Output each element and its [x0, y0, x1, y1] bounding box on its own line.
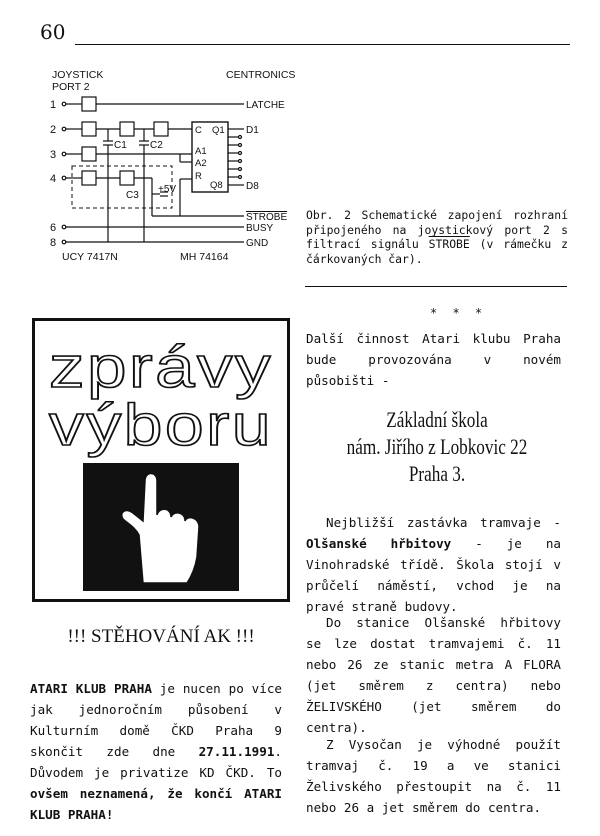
label-c1: C1	[114, 140, 127, 151]
pin-4: 4	[50, 173, 57, 185]
logo-line-2: výboru	[49, 393, 273, 458]
section-stars: * * *	[430, 306, 487, 320]
caption-prefix: Obr. 2 Schematické zapojení rozhraní připojeného na joystickový port 2 s filtrací signálu	[306, 208, 568, 252]
label-ic-ucy: UCY 7417N	[62, 251, 118, 263]
moving-bold-1: ATARI KLUB PRAHA	[30, 681, 152, 696]
label-plus5v: +5V	[158, 184, 177, 195]
page-number: 60	[40, 20, 66, 44]
label-joystick: JOYSTICK	[52, 69, 104, 81]
top-rule	[75, 44, 570, 45]
school-line-3: Praha 3.	[408, 461, 466, 486]
label-latche: LATCHE	[246, 100, 285, 111]
ic-pin-a1: A1	[195, 146, 207, 157]
moving-text-1: je nucen po více jak jednoročním působení v Kulturním domě ČKD Praha 9 skončit zde dne	[30, 681, 282, 759]
label-gnd: GND	[246, 238, 269, 249]
label-d1: D1	[246, 125, 259, 136]
ic-pin-c: C	[195, 125, 202, 136]
label-c2: C2	[150, 140, 163, 151]
caption-suffix: (v rámečku z čárkovaných čar).	[306, 237, 568, 266]
school-line-2: nám. Jiřího z Lobkovic 22	[346, 434, 528, 459]
moving-text-2: . Důvodem je privatize KD ČKD. To	[30, 744, 282, 780]
pin-6: 6	[50, 222, 57, 234]
school-address	[336, 406, 537, 487]
tram-stop-bold: Olšanské hřbitovy	[306, 536, 452, 551]
caption-strobe: STROBE	[428, 237, 470, 252]
ic-pin-q1: Q1	[212, 125, 225, 136]
tram-stop-text-1: Nejbližší zastávka tramvaje -	[326, 515, 561, 530]
label-centronics: CENTRONICS	[226, 69, 296, 81]
logo-graphic	[35, 321, 287, 599]
tram-stop-text-2: - je na Vinohradské třídě. Škola stojí v průčelí náměstí, vchod je na pravé straně budovy.	[306, 536, 561, 614]
moving-date: 27.11.1991	[198, 744, 275, 759]
figure-caption	[306, 208, 568, 266]
paragraph-moving	[30, 678, 282, 825]
label-port: PORT 2	[52, 81, 90, 93]
label-strobe: STROBE	[246, 212, 288, 223]
ic-pin-a2: A2	[195, 158, 207, 169]
paragraph-directions: Do stanice Olšanské hřbitovy se lze dostat tramvajemi č. 11 nebo 26 ze stanic metra A FLORA (jet směrem z centra) nebo ŽELIVSKÉHO (jet směrem do centra).	[306, 615, 561, 735]
paragraph-tram-stop	[306, 512, 561, 617]
paragraph-vysocany: Z Vysočan je výhodné použít tramvaj č. 19 a ve stanici Želivského přestoupit na č. 11 nebo 26 a jet směrem do centra.	[306, 737, 561, 815]
logo-line-1: zprávy	[49, 335, 273, 400]
paragraph-new-venue: Další činnost Atari klubu Praha bude provozována v novém působišti -	[306, 331, 561, 388]
ic-pin-r: R	[195, 171, 202, 182]
label-ic-mh: MH 74164	[180, 251, 229, 263]
pin-3: 3	[50, 149, 57, 161]
school-line-1: Základní škola	[386, 407, 488, 432]
moving-bold-3: ovšem neznamená, že končí ATARI KLUB PRAHA!	[30, 786, 282, 822]
ic-pin-q8: Q8	[210, 180, 223, 191]
label-c3: C3	[126, 190, 139, 201]
pin-8: 8	[50, 237, 57, 249]
label-d8: D8	[246, 181, 259, 192]
label-busy: BUSY	[246, 223, 274, 234]
pin-1: 1	[50, 99, 57, 111]
pin-2: 2	[50, 124, 57, 136]
interface-schematic	[40, 66, 302, 266]
caption-rule	[305, 286, 567, 287]
moving-heading: !!! STĚHOVÁNÍ AK !!!	[67, 626, 255, 647]
zpravy-vyboru-logo	[32, 318, 290, 602]
